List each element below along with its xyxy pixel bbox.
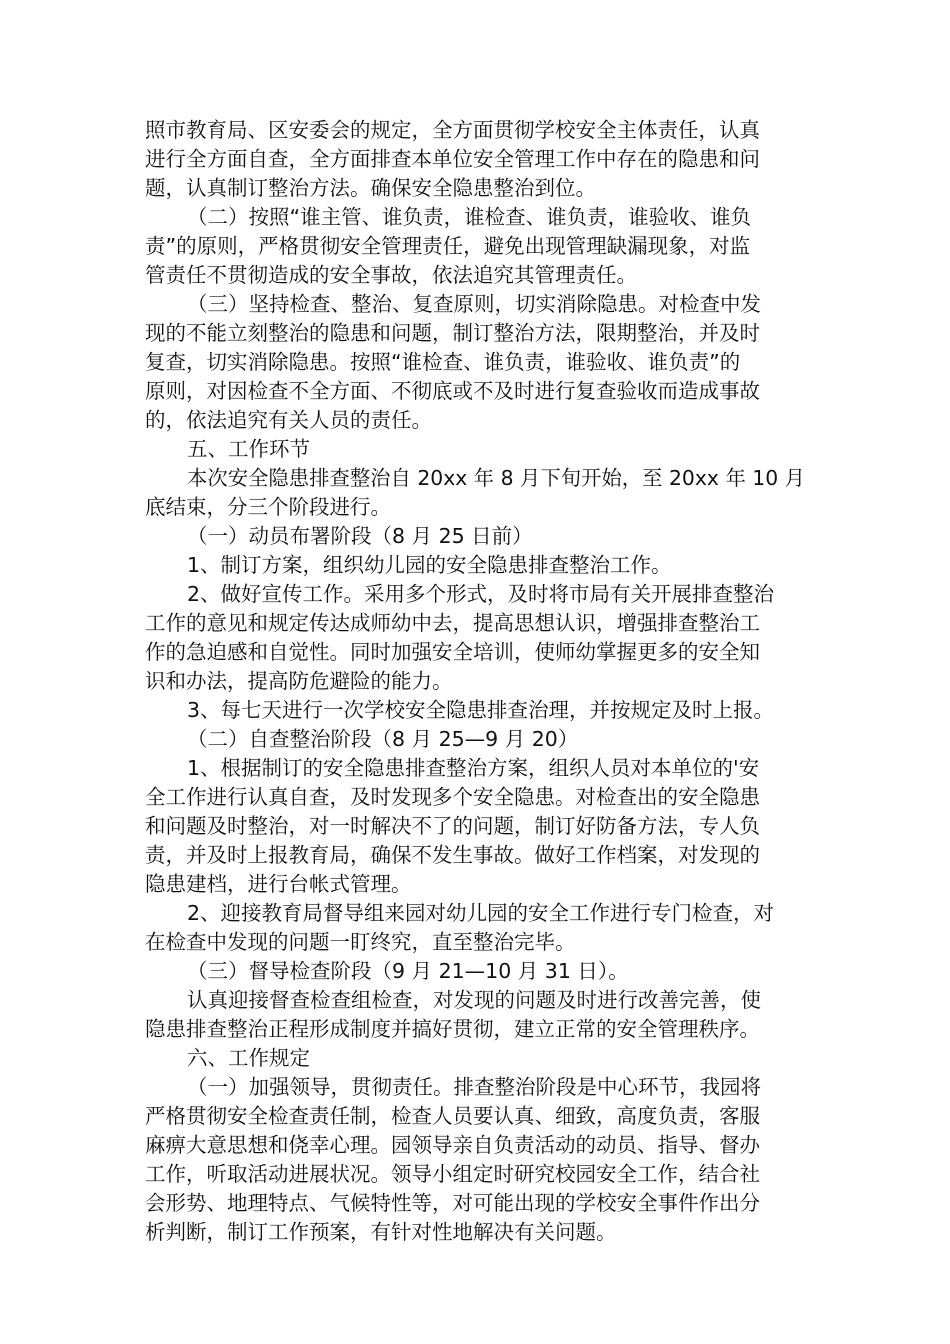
text-line: 作的急迫感和自觉性。同时加强安全培训，使师幼掌握更多的安全知 — [145, 640, 760, 664]
text-line: 2、迎接教育局督导组来园对幼儿园的安全工作进行专门检查，对 — [187, 901, 775, 925]
text-line: 的，依法追究有关人员的责任。 — [145, 408, 432, 432]
text-line: 进行全方面自查，全方面排查本单位安全管理工作中存在的隐患和问 — [145, 147, 760, 171]
text-line: （三）坚持检查、整治、复查原则，切实消除隐患。对检查中发 — [187, 292, 761, 316]
text-line: （三）督导检查阶段（9 月 21—10 月 31 日）。 — [187, 959, 629, 983]
text-line: 会形势、地理特点、气候特性等，对可能出现的学校安全事件作出分 — [145, 1191, 760, 1215]
text-line: 和问题及时整治，对一时解决不了的问题，制订好防备方法，专人负 — [145, 814, 760, 838]
text-line: 责，并及时上报教育局，确保不发生事故。做好工作档案，对发现的 — [145, 843, 760, 867]
text-line: 识和办法，提高防危避险的能力。 — [145, 669, 453, 693]
text-line: 责”的原则，严格贯彻安全管理责任，避免出现管理缺漏现象，对监 — [145, 234, 751, 258]
text-line: 2、做好宣传工作。采用多个形式，及时将市局有关开展排查整治 — [187, 582, 775, 606]
text-line: 析判断，制订工作预案，有针对性地解决有关问题。 — [145, 1220, 617, 1244]
text-line: 五、工作环节 — [187, 437, 310, 461]
text-line: 工作，听取活动进展状况。领导小组定时研究校园安全工作，结合社 — [145, 1162, 760, 1186]
text-line: 照市教育局、区安委会的规定，全方面贯彻学校安全主体责任，认真 — [145, 118, 760, 142]
text-line: （一）动员布署阶段（8 月 25 日前） — [187, 524, 533, 548]
text-line: 工作的意见和规定传达成师幼中去，提高思想认识，增强排查整治工 — [145, 611, 760, 635]
text-line: 六、工作规定 — [187, 1046, 310, 1070]
text-line: 在检查中发现的问题一盯终究，直至整治完毕。 — [145, 930, 576, 954]
text-line: 底结束，分三个阶段进行。 — [145, 495, 391, 519]
text-line: 认真迎接督查检查组检查，对发现的问题及时进行改善完善，使 — [187, 988, 761, 1012]
text-line: 本次安全隐患排查整治自 20xx 年 8 月下旬开始，至 20xx 年 10 月 — [187, 466, 805, 490]
text-line: 复查，切实消除隐患。按照“谁检查、谁负责，谁验收、谁负责”的 — [145, 350, 741, 374]
text-line: 隐患排查整治正程形成制度并搞好贯彻，建立正常的安全管理秩序。 — [145, 1017, 760, 1041]
text-line: 严格贯彻安全检查责任制，检查人员要认真、细致，高度负责，客服 — [145, 1104, 760, 1128]
text-line: 现的不能立刻整治的隐患和问题，制订整治方法，限期整治，并及时 — [145, 321, 760, 345]
text-line: 全工作进行认真自查，及时发现多个安全隐患。对检查出的安全隐患 — [145, 785, 760, 809]
text-line: 麻痹大意思想和侥幸心理。园领导亲自负责活动的动员、指导、督办 — [145, 1133, 760, 1157]
text-line: 1、根据制订的安全隐患排查整治方案，组织人员对本单位的'安 — [187, 756, 760, 780]
text-line: （二）自查整治阶段（8 月 25—9 月 20） — [187, 727, 579, 751]
text-line: 隐患建档，进行台帐式管理。 — [145, 872, 412, 896]
text-line: （一）加强领导，贯彻责任。排查整治阶段是中心环节，我园将 — [187, 1075, 761, 1099]
text-line: （二）按照“谁主管、谁负责，谁检查、谁负责，谁验收、谁负 — [187, 205, 752, 229]
text-line: 管责任不贯彻造成的安全事故，依法追究其管理责任。 — [145, 263, 637, 287]
text-line: 1、制订方案，组织幼儿园的安全隐患排查整治工作。 — [187, 553, 672, 577]
document-body — [145, 116, 805, 1247]
text-line: 原则，对因检查不全方面、不彻底或不及时进行复查验收而造成事故 — [145, 379, 760, 403]
text-line: 题，认真制订整治方法。确保安全隐患整治到位。 — [145, 176, 596, 200]
text-line: 3、每七天进行一次学校安全隐患排查治理，并按规定及时上报。 — [187, 698, 775, 722]
